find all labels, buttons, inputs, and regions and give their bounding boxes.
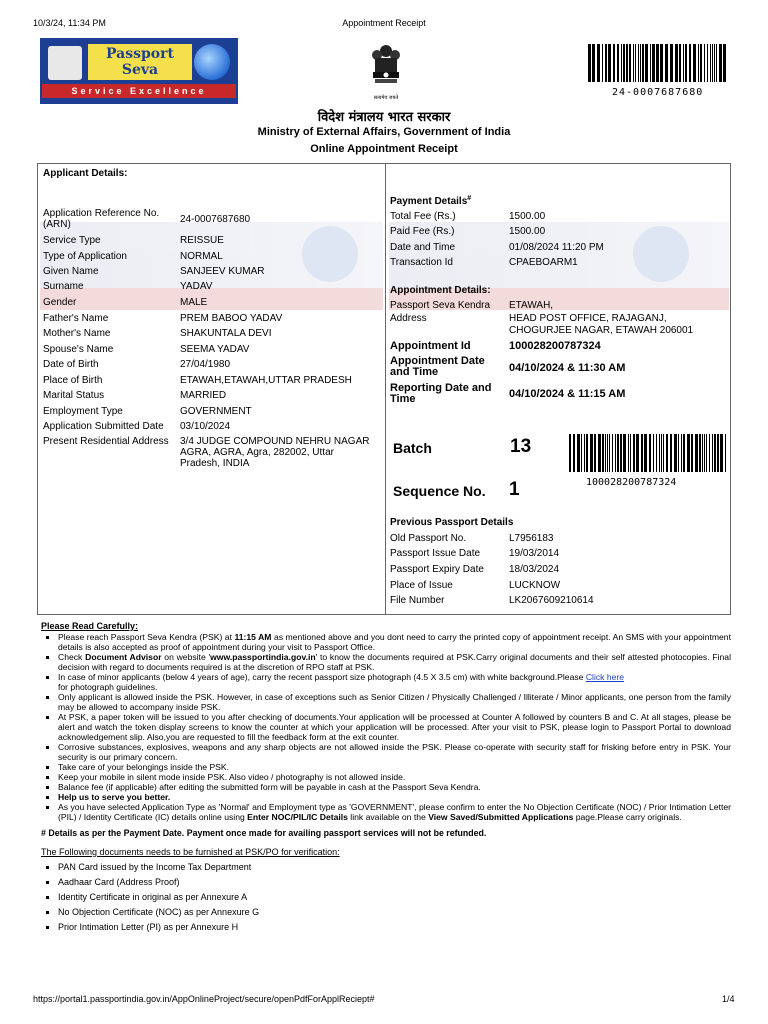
instruction-text: on website ' <box>161 652 211 662</box>
applicant-label: Gender <box>43 297 77 308</box>
appointment-section-title: Appointment Details: <box>390 285 491 296</box>
applicant-value: PREM BABOO YADAV <box>180 313 283 324</box>
arn-barcode-text: 24-0007687680 <box>612 87 704 98</box>
barcode-bar <box>659 434 660 472</box>
national-emblem-icon <box>369 42 403 101</box>
barcode-bar <box>569 434 571 472</box>
payment-label: Total Fee (Rs.) <box>390 211 456 222</box>
barcode-bar <box>652 44 655 82</box>
barcode-bar <box>723 44 726 82</box>
barcode-bar <box>678 434 679 472</box>
reporting-date-value: 04/10/2024 & 11:15 AM <box>509 388 626 400</box>
barcode-bar <box>573 434 575 472</box>
hindi-title: विदेश मंत्रालय भारत सरकार <box>317 110 451 125</box>
applicant-value: ETAWAH,ETAWAH,UTTAR PRADESH <box>180 375 352 386</box>
barcode-bar <box>712 44 713 82</box>
applicant-label: Marital Status <box>43 390 105 401</box>
payment-label: Transaction Id <box>390 257 453 268</box>
applicant-label: Mother's Name <box>43 328 111 339</box>
barcode-bar <box>666 434 668 472</box>
applicant-label: Date of Birth <box>43 359 99 370</box>
payment-value: 1500.00 <box>509 226 546 237</box>
barcode-bar <box>588 44 591 82</box>
sequence-value: 1 <box>509 479 520 500</box>
barcode-bar <box>597 44 600 82</box>
reporting-date-label: Reporting Date and Time <box>390 382 492 405</box>
instruction-item <box>58 772 731 782</box>
instruction-text: link available on the <box>347 812 429 822</box>
barcode-bar <box>653 434 654 472</box>
barcode-bar <box>605 434 606 472</box>
barcode-bar <box>698 44 699 82</box>
psk-value: ETAWAH, <box>509 300 554 311</box>
instruction-item <box>58 742 731 762</box>
barcode-bar <box>674 434 677 472</box>
document-item: PAN Card issued by the Income Tax Department <box>58 862 731 872</box>
barcode-bar <box>644 434 647 472</box>
barcode-bar <box>656 434 657 472</box>
previous-passport-value: LK2067609210614 <box>509 595 594 606</box>
documents-title: The Following documents needs to be furnished at PSK/PO for verification: <box>41 847 340 857</box>
document-item: Prior Intimation Letter (PI) as per Annexure H <box>58 922 731 932</box>
payment-value: CPAEBOARM1 <box>509 257 578 268</box>
payment-value: 1500.00 <box>509 211 546 222</box>
applicant-value: REISSUE <box>180 235 224 246</box>
barcode-bar <box>592 44 595 82</box>
appointment-date-label: Appointment Date and Time <box>390 355 485 378</box>
barcode-bar <box>613 44 615 82</box>
previous-passport-value: 18/03/2024 <box>509 564 560 575</box>
appointment-id-label: Appointment Id <box>390 340 471 352</box>
instruction-text: View Saved/Submitted Applications <box>428 812 574 822</box>
barcode-bar <box>691 434 693 472</box>
payment-label: Paid Fee (Rs.) <box>390 226 455 237</box>
instruction-text: In case of minor applicants (below 4 years of age), carry the recent passport size photograph (4.5 X 3.5 cm) with white background.Please <box>58 672 586 682</box>
applicant-value: 24-0007687680 <box>180 214 251 225</box>
appointment-date-value: 04/10/2024 & 11:30 AM <box>509 362 626 374</box>
appointment-id-value: 100028200787324 <box>509 340 601 352</box>
instruction-item <box>58 692 731 712</box>
barcode-bar <box>670 44 673 82</box>
instruction-text: Keep your mobile in silent mode inside PSK. Also video / photography is not allowed inside. <box>58 772 406 782</box>
barcode-bar <box>602 434 604 472</box>
instruction-item <box>58 632 731 652</box>
barcode-bar <box>598 434 601 472</box>
applicant-section-title: Applicant Details: <box>43 168 128 179</box>
batch-value: 13 <box>510 436 532 457</box>
barcode-bar <box>630 434 631 472</box>
barcode-bar <box>712 434 713 472</box>
payment-value: 01/08/2024 11:20 PM <box>509 242 604 253</box>
instruction-text: Document Advisor <box>85 652 162 662</box>
barcode-bar <box>638 44 639 82</box>
print-page-number: 1/4 <box>722 994 735 1004</box>
barcode-bar <box>628 434 629 472</box>
instructions-title: Please Read Carefully: <box>41 621 139 631</box>
applicant-value: 27/04/1980 <box>180 359 231 370</box>
photo-guidelines-text: for photograph guidelines. <box>58 682 158 692</box>
barcode-bar <box>679 44 681 82</box>
instruction-text: Check <box>58 652 86 662</box>
barcode-bar <box>607 434 608 472</box>
click-here-link[interactable]: Click here <box>585 672 625 682</box>
barcode-bar <box>594 434 596 472</box>
barcode-bar <box>615 434 616 472</box>
barcode-bar <box>699 434 701 472</box>
applicant-value: SHAKUNTALA DEVI <box>180 328 272 339</box>
previous-passport-title: Previous Passport Details <box>390 517 514 528</box>
applicant-value: 3/4 JUDGE COMPOUND NEHRU NAGAR AGRA, AGRA, Agra, 282002, Uttar Pradesh, INDIA <box>180 436 370 469</box>
instruction-item <box>58 792 731 802</box>
print-url: https://portal1.passportindia.gov.in/AppOnlineProject/secure/openPdfForApplReciept# <box>33 994 375 1004</box>
instruction-text: Only applicant is allowed inside the PSK. However, in case of exceptions such as Senior Citizen / Physically Challenged / Illiterate / Minor applicants, one person from the family may be allowed to accompany inside PSK. <box>58 692 731 712</box>
barcode-bar <box>584 434 585 472</box>
applicant-value: SANJEEV KUMAR <box>180 266 265 277</box>
instruction-text: as mentioned above and you dont need to carry the printed copy of appointment receipt. An SMS with your appointment details is also accepted as proof of appointment during your visit to Passport Office. <box>58 632 731 652</box>
previous-passport-label: Old Passport No. <box>390 533 467 544</box>
appointment-barcode <box>569 434 729 472</box>
previous-passport-label: Passport Issue Date <box>390 548 481 559</box>
applicant-label: Application Submitted Date <box>43 421 164 432</box>
payment-note: # Details as per the Payment Date. Payment once made for availing passport services will not be refunded. <box>41 828 487 838</box>
barcode-bar <box>710 44 711 82</box>
barcode-bar <box>704 434 705 472</box>
barcode-bar <box>714 434 716 472</box>
instruction-text: www.passportindia.gov.in <box>210 652 316 662</box>
barcode-bar <box>683 434 685 472</box>
barcode-bar <box>675 44 678 82</box>
documents-list <box>41 862 731 932</box>
barcode-bar <box>714 44 715 82</box>
globe-icon <box>194 44 230 80</box>
barcode-bar <box>621 44 623 82</box>
barcode-bar <box>640 44 641 82</box>
instruction-text: ' to know the documents required at PSK.Carry original documents and their self attested photocopies. Final decision with regard to documents required is at the discretion of RPO staff at PSK. <box>58 652 731 672</box>
barcode-bar <box>660 44 663 82</box>
previous-passport-value: LUCKNOW <box>509 580 561 591</box>
previous-passport-label: Place of Issue <box>390 580 453 591</box>
barcode-bar <box>642 44 644 82</box>
document-item: Identity Certificate in original as per Annexure A <box>58 892 731 902</box>
passport-seva-logo <box>40 38 238 104</box>
document-item: Aadhaar Card (Address Proof) <box>58 877 731 887</box>
barcode-bar <box>707 44 708 82</box>
barcode-bar <box>620 434 622 472</box>
barcode-bar <box>704 44 705 82</box>
print-datetime: 10/3/24, 11:34 PM <box>33 18 106 28</box>
barcode-bar <box>656 44 659 82</box>
barcode-bar <box>683 44 685 82</box>
barcode-bar <box>617 44 619 82</box>
address-value: HEAD POST OFFICE, RAJAGANJ, CHOGURJEE NAGAR, ETAWAH 206001 <box>509 313 694 336</box>
applicant-value: MALE <box>180 297 208 308</box>
applicant-label: Service Type <box>43 235 101 246</box>
barcode-bar <box>609 434 610 472</box>
barcode-bar <box>663 434 664 472</box>
barcode-bar <box>700 44 702 82</box>
barcode-bar <box>626 44 628 82</box>
previous-passport-value: 19/03/2014 <box>509 548 560 559</box>
barcode-bar <box>602 44 603 82</box>
instruction-text: 11:15 AM <box>234 632 272 642</box>
barcode-bar <box>709 434 710 472</box>
barcode-bar <box>650 44 651 82</box>
barcode-bar <box>649 434 651 472</box>
barcode-bar <box>695 434 698 472</box>
instruction-item <box>58 652 731 672</box>
barcode-bar <box>689 44 691 82</box>
applicant-label: Type of Application <box>43 251 127 262</box>
applicant-value: YADAV <box>180 281 213 292</box>
barcode-bar <box>702 434 703 472</box>
barcode-bar <box>681 434 682 472</box>
instruction-text: Help us to serve you better. <box>58 792 171 802</box>
instructions <box>41 621 731 937</box>
barcode-bar <box>636 434 639 472</box>
instruction-item <box>58 712 731 742</box>
instruction-text: Corrosive substances, explosives, weapons and any sharp objects are not allowed inside the PSK. Please co-operate with security staff for frisking before entry in PSK. Your security is our primary concern. <box>58 742 731 762</box>
barcode-bar <box>629 44 631 82</box>
instruction-item <box>58 782 731 792</box>
instruction-text: At PSK, a paper token will be issued to you after checking of documents.Your application will be processed at Counter A followed by counters B and C. At all stages, please be alert and watch the token display screens to know the counter at which your application will be processed. After your visit to PSK, please login to Passport Portal to download acknowledgement slip. Also,you are requested to fill the feedback form at the exit counter. <box>58 712 731 742</box>
logo-tagline: Service Excellence <box>42 84 236 98</box>
applicant-value: 03/10/2024 <box>180 421 231 432</box>
barcode-bar <box>687 434 690 472</box>
previous-passport-value: L7956183 <box>509 533 554 544</box>
psk-label: Passport Seva Kendra <box>390 300 491 311</box>
applicant-label: Employment Type <box>43 406 123 417</box>
column-divider <box>385 163 386 615</box>
barcode-bar <box>661 434 662 472</box>
receipt-title: Online Appointment Receipt <box>310 143 458 155</box>
instruction-item <box>58 672 731 692</box>
barcode-bar <box>719 44 722 82</box>
applicant-label: Father's Name <box>43 313 109 324</box>
appointment-barcode-text: 100028200787324 <box>586 477 677 488</box>
applicant-value: SEEMA YADAV <box>180 344 250 355</box>
print-title: Appointment Receipt <box>342 18 426 28</box>
instruction-text: Balance fee (if applicable) after editing the submitted form will be payable in cash at the Passport Seva Kendra. <box>58 782 481 792</box>
barcode-bar <box>617 434 619 472</box>
barcode-bar <box>716 44 717 82</box>
barcode-bar <box>633 434 635 472</box>
barcode-bar <box>720 434 723 472</box>
emblem-icon <box>48 46 82 80</box>
barcode-bar <box>665 44 668 82</box>
previous-passport-label: Passport Expiry Date <box>390 564 484 575</box>
payment-section-title: Payment Details# <box>390 195 472 208</box>
instructions-list <box>41 632 731 822</box>
instruction-text: page.Please carry originals. <box>573 812 682 822</box>
barcode-bar <box>693 44 696 82</box>
barcode-bar <box>577 434 580 472</box>
barcode-bar <box>725 434 726 472</box>
instruction-text: Enter NOC/PIL/IC Details <box>247 812 348 822</box>
barcode-bar <box>706 434 707 472</box>
address-label: Address <box>390 313 427 324</box>
payment-label: Date and Time <box>390 242 456 253</box>
applicant-label: Surname <box>43 281 84 292</box>
emblem-motto: सत्यमेव जयते <box>373 95 399 101</box>
barcode-bar <box>645 44 648 82</box>
instruction-text: Please reach Passport Seva Kendra (PSK) at <box>58 632 235 642</box>
applicant-label: Spouse's Name <box>43 344 114 355</box>
barcode-bar <box>586 434 588 472</box>
barcode-bar <box>635 44 636 82</box>
barcode-bar <box>717 434 719 472</box>
applicant-label: Application Reference No. (ARN) <box>43 208 160 230</box>
applicant-label: Given Name <box>43 266 99 277</box>
sequence-label: Sequence No. <box>393 483 486 499</box>
previous-passport-label: File Number <box>390 595 445 606</box>
barcode-bar <box>581 434 582 472</box>
barcode-bar <box>608 44 611 82</box>
logo-name: Passport Seva <box>88 44 192 80</box>
barcode-bar <box>612 434 613 472</box>
barcode-bar <box>633 44 634 82</box>
arn-barcode <box>588 44 728 82</box>
instruction-text: Take care of your belongings inside the PSK. <box>58 762 230 772</box>
applicant-value: MARRIED <box>180 390 227 401</box>
barcode-bar <box>670 434 672 472</box>
instruction-item <box>58 802 731 822</box>
applicant-value: NORMAL <box>180 251 223 262</box>
applicant-label: Present Residential Address <box>43 436 169 447</box>
barcode-bar <box>685 44 687 82</box>
batch-label: Batch <box>393 440 432 456</box>
barcode-bar <box>605 44 607 82</box>
instruction-item <box>58 762 731 772</box>
applicant-value: GOVERNMENT <box>180 406 252 417</box>
barcode-bar <box>623 434 626 472</box>
ministry-title: Ministry of External Affairs, Government of India <box>257 126 511 138</box>
barcode-bar <box>590 434 593 472</box>
barcode-bar <box>623 44 625 82</box>
applicant-label: Place of Birth <box>43 375 103 386</box>
instruction-text: As you have selected Application Type as 'Normal' and Employment type as 'GOVERNMENT', please confirm to enter the No Objection Certificate (NOC) / Prior Intimation Letter (PIL) / Identity Certificate (IC) details online using <box>58 802 731 822</box>
barcode-bar <box>641 434 643 472</box>
document-item: No Objection Certificate (NOC) as per Annexure G <box>58 907 731 917</box>
